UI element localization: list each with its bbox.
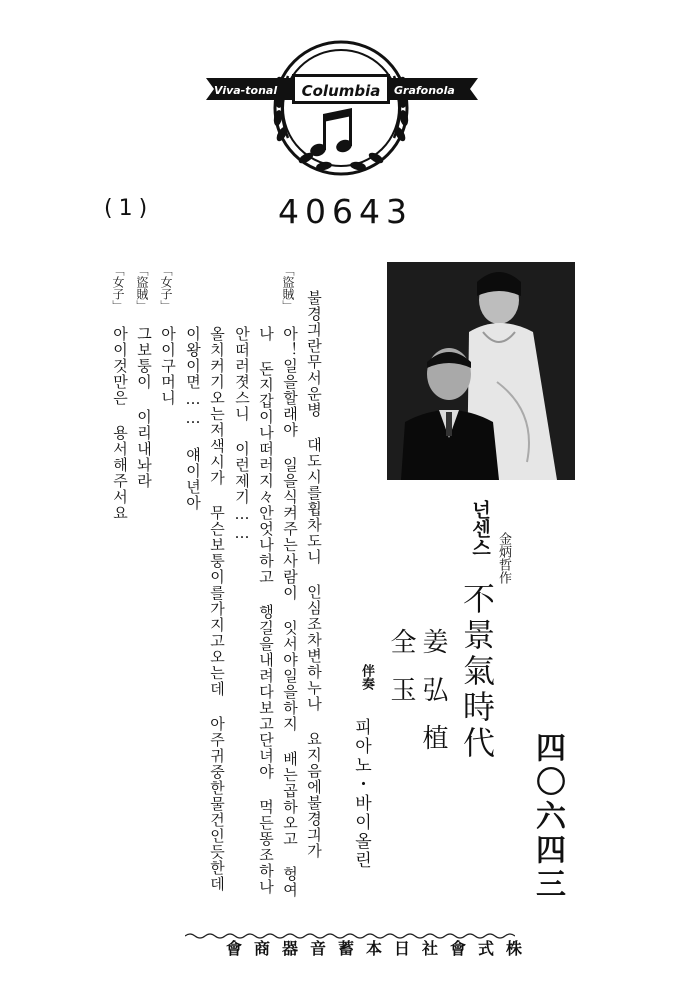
- lyrics-line: 이왕이면…… 얘이년아: [184, 326, 202, 511]
- speaker-label: 「女子」: [159, 264, 173, 312]
- song-title: 不景氣時代: [458, 582, 496, 762]
- lyrics-line: 아！일을할래야 일을식켜주는사람이 잇서야일을하지 배는곱하오고 헝여: [281, 326, 299, 898]
- author-credit: 金炳哲作: [496, 532, 511, 584]
- performer-name: 全玉: [386, 628, 416, 724]
- lyrics-line: 아이구머니: [159, 326, 177, 406]
- accompaniment-label: 伴奏: [359, 664, 374, 690]
- lyrics-line: 나 돈지갑이나떠러지々안엇나하고 행길을내려다보고단녀야 먹든똥조하나: [257, 326, 275, 895]
- record-number-kanji: 四〇六四三: [530, 732, 565, 902]
- lyrics-line: 아이것만은 용서해주서요: [111, 326, 129, 521]
- lyrics-line: 올치커기오는저색시가 무슨보퉁이를가지고오는데 아주귀중한물건인듯한데: [208, 326, 226, 892]
- speaker-label: 「女子」: [111, 264, 125, 312]
- logo-right-text: Grafonola: [394, 84, 455, 97]
- company-name: 株式會社日本蓄音器商會: [226, 939, 535, 958]
- accompaniment-instruments: 피아노・바이올린: [351, 718, 371, 870]
- performers-photo: [387, 262, 575, 480]
- speaker-label: 「盜賊」: [135, 264, 149, 312]
- speaker-label: 「盜賊」: [281, 264, 295, 312]
- columbia-logo: [196, 38, 486, 178]
- lyrics-line: 그보퉁이 이리내놔라: [135, 326, 153, 489]
- genre-label: 넌센스: [469, 500, 491, 557]
- page-number: (1): [104, 196, 154, 221]
- lyrics-line: 불경긔란무서운병 대도시를휩차도니 인심조차변하누나 요지음에불경긔가: [305, 290, 323, 859]
- logo-center-text: Columbia: [301, 82, 381, 100]
- logo-left-text: Viva-tonal: [214, 84, 278, 97]
- lyrics-line: 안떠러졋스니 이런제기……: [233, 326, 251, 543]
- performer-name: 姜弘植: [418, 628, 448, 772]
- record-number: 40643: [278, 192, 413, 231]
- decorative-divider: [185, 925, 515, 933]
